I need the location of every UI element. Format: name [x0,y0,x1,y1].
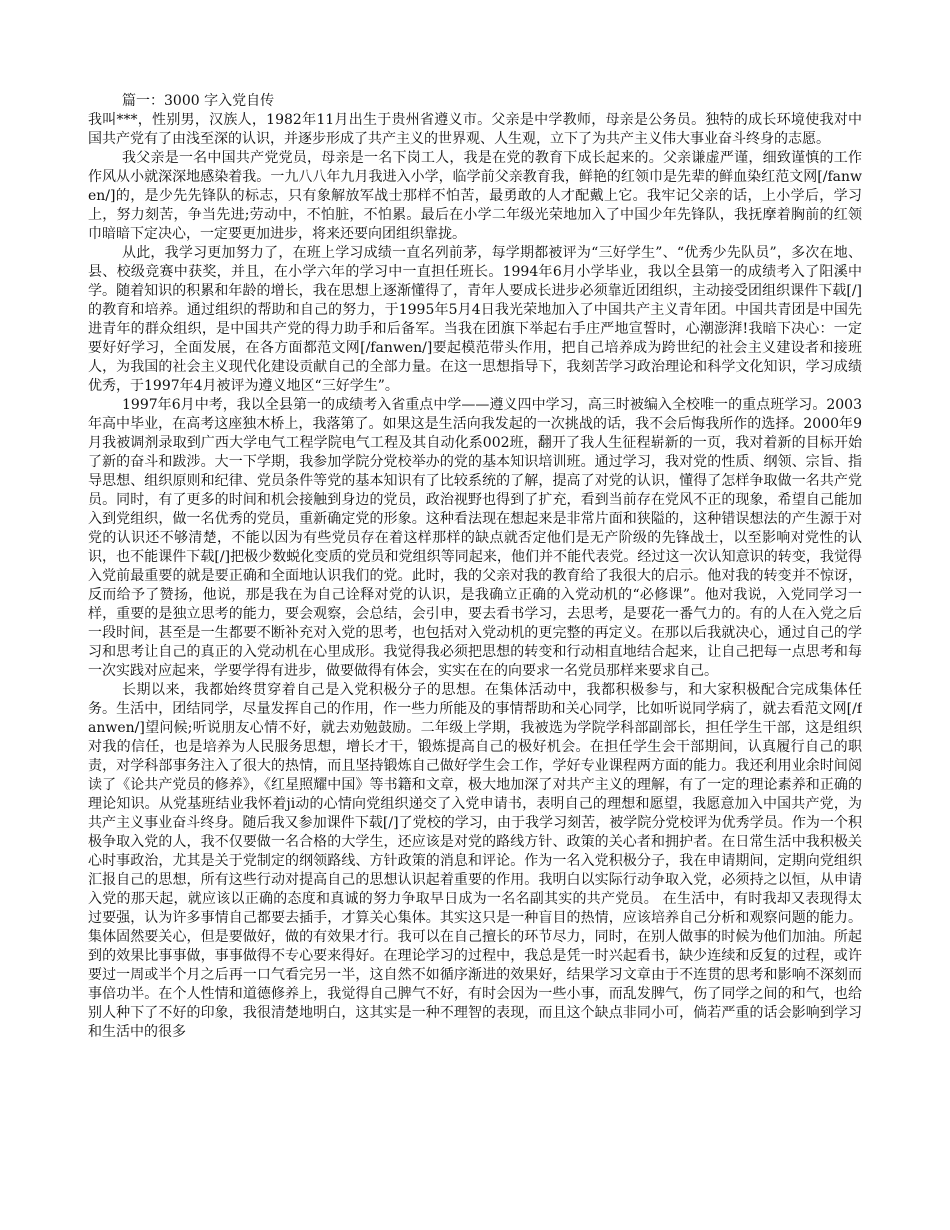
paragraph-family: 我父亲是一名中国共产党党员，母亲是一名下岗工人，我是在党的教育下成长起来的。父亲谦虚严谨，细致谨慎的工作作风从小就深深地感染着我。一九八八年九月我进入小学，临学前父亲教育我，鲜艳的红领巾是先辈的鲜血染红范文网[/fanwen/]的，是少先先锋队的标志，只有象解放军战士那样不怕苦，最勇敢的人才配戴上它。我牢记父亲的话，上小学后，学习上，努力刻苦，争当先进;劳动中，不怕脏，不怕累。最后在小学二年级光荣地加入了中国少年先锋队，我抚摩着胸前的红领巾暗暗下定决心，一定要更加进步，将来还要向团组织靠拢。 [88,150,862,242]
document-page [88,92,862,1222]
paragraph-intro: 我叫***，性别男，汉族人，1982年11月出生于贵州省遵义市。父亲是中学教师，母亲是公务员。独特的成长环境使我对中国共产党有了由浅至深的认识，并逐步形成了共产主义的世界观、人生观，立下了为共产主义伟大事业奋斗终身的志愿。 [88,112,862,147]
document-title: 篇一：3000 字入党自传 [122,93,275,109]
paragraph-school: 从此，我学习更加努力了，在班上学习成绩一直名列前茅，每学期都被评为“三好学生”、“优秀少先队员”，多次在地、县、校级竞赛中获奖，并且，在小学六年的学习中一直担任班长。1994年6月小学毕业，我以全县第一的成绩考入了阳溪中学。随着知识的积累和年龄的增长，我在思想上逐渐懂得了，青年人要成长进步必须靠近团组织，主动接受团组织课件下载[/]的教育和培养。通过组织的帮助和自己的努力，于1995年5月4日我光荣地加入了中国共产主义青年团。中国共青团是中国先进青年的群众组织，是中国共产党的得力助手和后备军。当我在团旗下举起右手庄严地宣誓时，心潮澎湃!我暗下决心：一定要好好学习，全面发展，在各方面都范文网[/fanwen/]要起模范带头作用，把自己培养成为跨世纪的社会主义建设者和接班人，为我国的社会主义现代化建设贡献自己的全部力量。在这一思想指导下，我刻苦学习政治理论和科学文化知识，学习成绩优秀，于1997年4月被评为遵义地区“三好学生”。 [88,245,862,394]
paragraph-university: 1997年6月中考，我以全县第一的成绩考入省重点中学——遵义四中学习，高三时被编入全校唯一的重点班学习。2003年高中毕业，在高考这座独木桥上，我落第了。如果这是生活向我发起的一次挑战的话，我不会后悔我所作的选择。2000年9月我被调剂录取到广西大学电气工程学院电气工程及其自动化系002班，翻开了我人生征程崭新的一页，我对着新的目标开始了新的奋斗和跋涉。大一下学期，我参加学院分党校举办的党的基本知识培训班。通过学习，我对党的性质、纲领、宗旨、指导思想、组织原则和纪律、党员条件等党的基本知识有了比较系统的了解，提高了对党的认识，懂得了怎样争取做一名共产党员。同时，有了更多的时间和机会接触到身边的党员，政治视野也得到了扩充，看到当前存在党风不正的现象，希望自己能加入到党组织，做一名优秀的党员，重新确定党的形象。这种看法现在想起来是非常片面和狭隘的，这种错误想法的产生源于对党的认识还不够清楚，不能以因为有些党员存在着这样那样的缺点就否定他们是无产阶级的先锋战士，以至影响对党性的认识，也不能课件下载[/]把极少数蜕化变质的党员和党组织等同起来，他们并不能代表党。经过这一次认知意识的转变，我觉得入党前最重要的就是要正确和全面地认识我们的党。此时，我的父亲对我的教育给了我很大的启示。他对我的转变并不惊讶，反而给予了赞扬，他说，那是我在为自己诠释对党的认识，是我确立正确的入党动机的“必修课”。他对我说，入党同学习一样，重要的是独立思考的能力，要会观察，会总结，会引申，要去看书学习，去思考，是要花一番气力的。有的人在入党之后一段时间，甚至是一生都要不断补充对入党的思考，也包括对入党动机的更完整的再定义。在那以后我就决心，通过自己的学习和思考让自己的真正的入党动机在心里成形。我觉得我必须把思想的转变和行动相直地结合起来，让自己把每一点思考和每一次实践对应起来，学要学得有进步，做要做得有体会，实实在在的向要求一名党员那样来要求自己。 [88,397,862,679]
paragraph-activism: 长期以来，我都始终贯穿着自己是入党积极分子的思想。在集体活动中，我都积极参与，和大家积极配合完成集体任务。生活中，团结同学，尽量发挥自己的作用，作一些力所能及的事情帮助和关心同学，比如听说同学病了，就去看范文网[/fanwen/]望问候;听说朋友心情不好，就去劝勉鼓励。二年级上学期，我被选为学院学科部副部长，担任学生干部，这是组织对我的信任，也是培养为人民服务思想，增长才干，锻炼提高自己的极好机会。在担任学生会干部期间，认真履行自己的职责，对学科部事务注入了很大的热情，而且坚持锻炼自己做好学生会工作，学好专业课程两方面的能力。我还利用业余时间阅读了《论共产党员的修养》，《红星照耀中国》等书籍和文章，极大地加深了对共产主义的理解，有了一定的理论素养和正确的理论知识。从党基班结业我怀着ji动的心情向党组织递交了入党申请书，表明自己的理想和愿望，我愿意加入中国共产党，为共产主义事业奋斗终身。随后我又参加课件下载[/]了党校的学习，由于我学习刻苦，被学院分党校评为优秀学员。作为一个积极争取入党的人，我不仅要做一名合格的大学生，还应该是对党的路线方针、政策的关心者和拥护者。在日常生活中我积极关心时事政治，尤其是关于党制定的纲领路线、方针政策的消息和评论。作为一名入党积极分子，我在申请期间，定期向党组织汇报自己的思想，所有这些行动对提高自己的思想认识起着重要的作用。我明白以实际行动争取入党，必须持之以恒，从申请入党的那天起，就应该以正确的态度和真诚的努力争取早日成为一名名副其实的共产党员。 在生活中，有时我却又表现得太过要强，认为许多事情自己都要去插手，才算关心集体。其实这只是一种盲目的热情，应该培养自己分析和观察问题的能力。集体固然要关心，但是要做好，做的有效果才行。我可以在自己擅长的环节尽力，同时，在别人做事的时候为他们加油。所起到的效果比事事做，事事做得不专心要来得好。在理论学习的过程中，我总是凭一时兴起看书，缺少连续和反复的过程，或许要过一周或半个月之后再一口气看完另一半，这自然不如循序渐进的效果好，结果学习文章由于不连贯的思考和影响不深刻而事倍功半。在个人性情和道德修养上，我觉得自己脾气不好，有时会因为一些小事，而乱发脾气，伤了同学之间的和气，也给别人种下了不好的印象，我很清楚地明白，这其实是一种不理智的表现，而且这个缺点非同小可，倘若严重的话会影响到学习和生活中的很多 [88,682,862,1040]
